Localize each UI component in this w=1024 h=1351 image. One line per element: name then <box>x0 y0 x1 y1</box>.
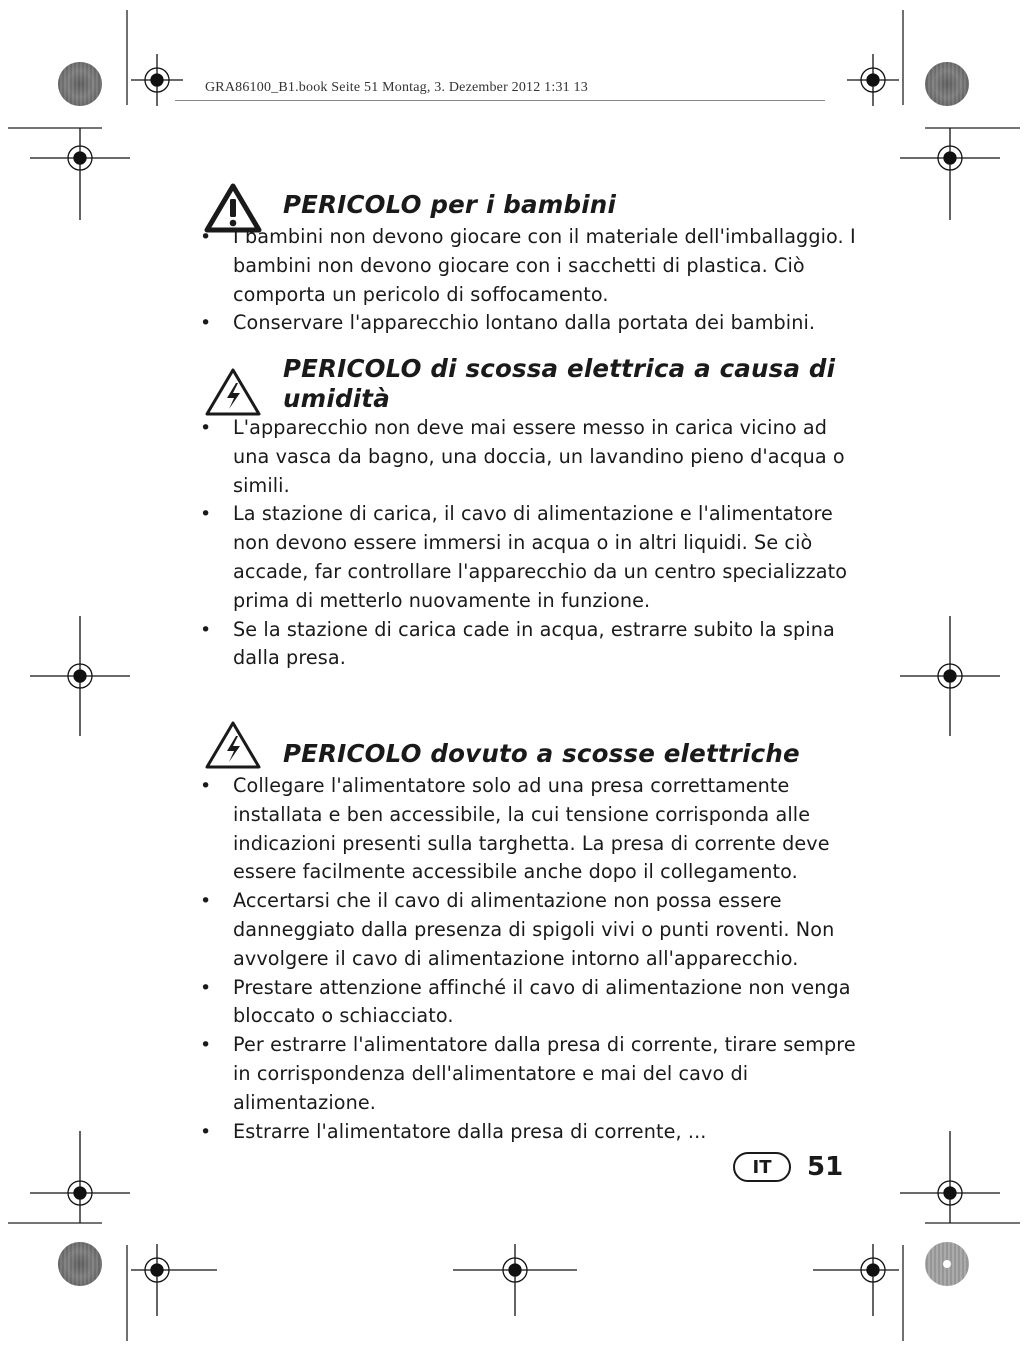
safety-content <box>197 180 857 1146</box>
section-heading <box>197 719 857 775</box>
section-title: PERICOLO dovuto a scosse elettriche <box>283 739 800 768</box>
section-title: PERICOLO per i bambini <box>283 190 617 219</box>
list-item: • Per estrarre l'alimentatore dalla presa di corrente, tirare sempre in corrispondenza dell'alimentatore e mai del cavo di alimentazione. <box>197 1031 857 1117</box>
list-item: • Estrarre l'alimentatore dalla presa di corrente, ... <box>197 1118 857 1147</box>
list-item: • La stazione di carica, il cavo di alimentazione e l'alimentatore non devono essere immersi in acqua o in altri liquidi. Se ciò accade, far controllare l'apparecchio da un centro specializzato prima di metterlo nuovamente in funzione. <box>197 500 857 615</box>
bullet-list <box>197 223 857 338</box>
language-badge: IT <box>733 1152 791 1182</box>
print-slug: GRA86100_B1.book Seite 51 Montag, 3. Dezember 2012 1:31 13 <box>205 80 588 95</box>
electric-shock-warning-icon <box>203 366 263 418</box>
electric-shock-warning-icon <box>203 719 263 771</box>
list-item: • L'apparecchio non deve mai essere messo in carica vicino ad una vasca da bagno, una doccia, un lavandino pieno d'acqua o simili. <box>197 414 857 500</box>
list-item: • I bambini non devono giocare con il materiale dell'imballaggio. I bambini non devono giocare con i sacchetti di plastica. Ciò comporta un pericolo di soffocamento. <box>197 223 857 309</box>
danger-moisture-section <box>197 354 857 699</box>
section-title: PERICOLO di scossa elettrica a causa di umidità <box>283 354 836 413</box>
danger-electric-shock-section <box>197 719 857 1146</box>
list-item: • Accertarsi che il cavo di alimentazione non possa essere danneggiato dalla presenza di spigoli vivi o punti roventi. Non avvolgere il cavo di alimentazione intorno all'apparecchio. <box>197 887 857 973</box>
bullet-list <box>197 772 857 1146</box>
danger-children-section <box>197 180 857 346</box>
section-heading <box>197 354 857 418</box>
list-item: • Se la stazione di carica cade in acqua, estrarre subito la spina dalla presa. <box>197 616 857 674</box>
page-footer <box>733 1148 843 1186</box>
list-item: • Prestare attenzione affinché il cavo di alimentazione non venga bloccato o schiacciato. <box>197 974 857 1032</box>
list-item: • Collegare l'alimentatore solo ad una presa correttamente installata e ben accessibile, la cui tensione corrisponda alle indicazioni presenti sulla targhetta. La presa di corrente deve essere facilmente accessibile anche dopo il collegamento. <box>197 772 857 887</box>
page-number: 51 <box>807 1152 844 1182</box>
bullet-list <box>197 414 857 673</box>
list-item: • Conservare l'apparecchio lontano dalla portata dei bambini. <box>197 309 857 338</box>
